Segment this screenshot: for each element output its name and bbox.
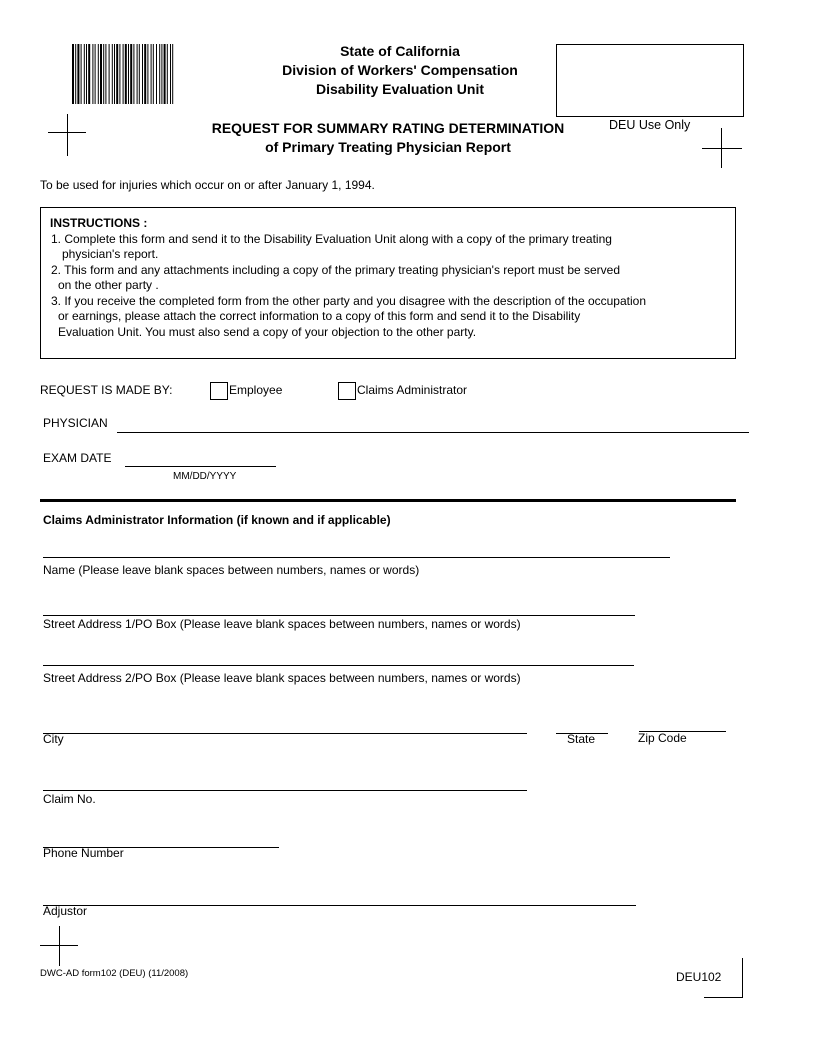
barcode-bar [105,44,106,104]
exam-date-label: EXAM DATE [43,451,112,465]
registration-mark-top-right-v [721,128,722,168]
barcode-bar [172,44,173,104]
registration-mark-top-right [702,148,742,149]
city-label: City [43,732,64,746]
barcode-bar [103,44,104,104]
barcode-bar [114,44,115,104]
barcode-bar [151,44,152,104]
instruction-1a: 1. Complete this form and send it to the Disability Evaluation Unit along with a copy of the primary treating [51,231,612,246]
form-title-line2: of Primary Treating Physician Report [265,139,511,155]
instruction-3a: 3. If you receive the completed form from the other party and you disagree with the description of the occupation [51,293,646,308]
instructions-heading: INSTRUCTIONS : [50,216,148,230]
zip-code-label: Zip Code [638,731,687,745]
form-code: DEU102 [676,970,722,984]
claims-admin-heading: Claims Administrator Information (if known and if applicable) [43,513,391,527]
registration-mark-top-left-v [67,114,68,156]
barcode-bar [137,44,138,104]
claim-number-label: Claim No. [43,792,96,806]
barcode-bar [109,44,110,104]
form-title-line1: REQUEST FOR SUMMARY RATING DETERMINATION [211,120,565,136]
barcode-bar [77,44,79,104]
deu-use-only-box [556,44,744,117]
barcode-bar [100,44,102,104]
physician-input[interactable] [117,414,749,433]
barcode-bar [75,44,76,104]
barcode-bar [72,44,74,104]
street-address-1-input[interactable] [43,597,635,616]
barcode-bar [88,44,90,104]
physician-label: PHYSICIAN [43,416,108,430]
corner-mark-bottom-right-v [742,958,743,998]
applicability-note: To be used for injuries which occur on or after January 1, 1994. [40,178,375,192]
barcode-bar [116,44,118,104]
claims-administrator-option-label: Claims Administrator [357,383,468,397]
street-address-1-label: Street Address 1/PO Box (Please leave blank spaces between numbers, names or words) [43,617,521,631]
request-made-by-label: REQUEST IS MADE BY: [40,383,173,397]
barcode-bar [159,44,160,104]
instruction-1b: physician's report. [62,247,159,261]
barcode-image [72,44,238,104]
barcode-bar [133,44,134,104]
exam-date-input[interactable] [125,448,276,467]
barcode-bar [144,44,146,104]
form-id: DWC-AD form102 (DEU) (11/2008) [40,968,189,979]
phone-number-label: Phone Number [43,846,124,860]
barcode-bar [156,44,157,104]
barcode-bar [98,44,99,104]
header-state: State of California [340,43,460,59]
claims-admin-name-input[interactable] [43,539,670,558]
barcode-bar [153,44,154,104]
state-label: State [567,732,596,746]
section-divider [40,499,736,502]
barcode-bar [112,44,113,104]
barcode-bar [92,44,93,104]
adjustor-label: Adjustor [43,904,88,918]
barcode-bar [81,44,82,104]
barcode-bar [161,44,162,104]
claims-administrator-checkbox[interactable] [338,382,356,400]
employee-checkbox[interactable] [210,382,228,400]
city-input[interactable] [43,715,527,734]
barcode-bar [125,44,127,104]
street-address-2-label: Street Address 2/PO Box (Please leave blank spaces between numbers, names or words) [43,671,521,685]
header-unit: Disability Evaluation Unit [315,81,485,97]
barcode-bar [123,44,124,104]
adjustor-input[interactable] [43,887,636,906]
barcode-bar [147,44,148,104]
instructions-box [40,207,736,359]
deu-use-only-label: DEU Use Only [609,118,691,132]
corner-mark-bottom-right-h [704,997,743,998]
barcode-bar [130,44,132,104]
exam-date-format-hint: MM/DD/YYYY [173,471,237,482]
barcode-bar [95,44,96,104]
header-division: Division of Workers' Compensation [282,62,518,78]
employee-option-label: Employee [229,383,283,397]
instruction-2b: on the other party . [58,278,159,292]
street-address-2-input[interactable] [43,647,634,666]
instruction-3c: Evaluation Unit. You must also send a copy of your objection to the other party. [58,324,477,339]
barcode-bar [167,44,168,104]
barcode-bar [128,44,129,104]
barcode-bar [84,44,85,104]
registration-mark-bottom-left-v [59,926,60,966]
barcode-bar [170,44,171,104]
claim-number-input[interactable] [43,772,527,791]
form-title [190,119,586,157]
agency-header [240,42,560,99]
barcode-bar [142,44,143,104]
barcode-bar [86,44,87,104]
zip-code-input[interactable] [639,713,726,732]
instruction-3b: or earnings, please attach the correct information to a copy of this form and send it to the Disability [58,309,581,323]
barcode-bar [139,44,140,104]
barcode-bar [119,44,120,104]
instruction-2a: 2. This form and any attachments including a copy of the primary treating physician's report must be served [51,262,621,277]
claims-admin-name-label: Name (Please leave blank spaces between numbers, names or words) [43,563,420,577]
barcode-bar [164,44,166,104]
